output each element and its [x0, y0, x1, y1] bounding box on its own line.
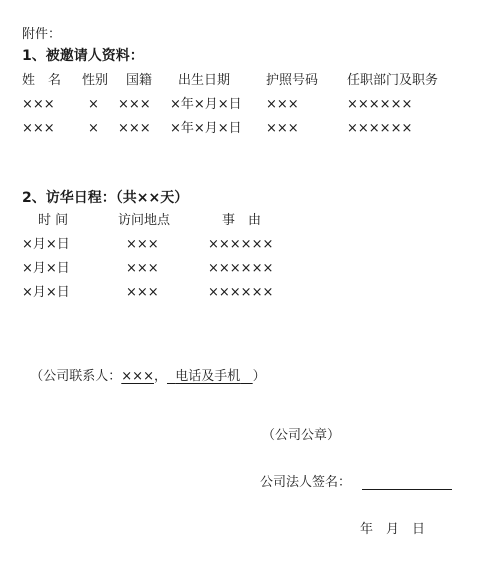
cell-location: ××× — [126, 285, 159, 300]
header-time: 时 间 — [38, 213, 69, 228]
header-purpose: 事 由 — [222, 213, 262, 228]
header-passport: 护照号码 — [266, 73, 319, 88]
cell-position: ×××××× — [347, 97, 413, 112]
header-birthdate: 出生日期 — [178, 73, 231, 88]
cell-name: ××× — [22, 97, 55, 112]
cell-location: ××× — [126, 261, 159, 276]
header-name: 姓 名 — [22, 73, 62, 88]
contact-separator: ， — [153, 369, 167, 384]
cell-date: ×月×日 — [22, 261, 70, 276]
cell-date: ×月×日 — [22, 285, 70, 300]
header-gender: 性别 — [82, 73, 109, 88]
signature-line — [362, 489, 452, 490]
cell-nationality: ××× — [118, 121, 151, 136]
contact-close: ） — [252, 369, 266, 384]
cell-nationality: ××× — [118, 97, 151, 112]
cell-gender: × — [88, 121, 99, 136]
signature-date: 年 月 日 — [360, 522, 426, 537]
company-seal: （公司公章） — [262, 428, 341, 443]
header-position: 任职部门及职务 — [347, 73, 439, 88]
attachment-label: 附件： — [22, 27, 62, 42]
cell-purpose: ×××××× — [208, 237, 274, 252]
cell-birthdate: ×年×月×日 — [170, 121, 242, 136]
cell-passport: ××× — [266, 97, 299, 112]
cell-location: ××× — [126, 237, 159, 252]
section-2-title: 2、访华日程：（共××天） — [22, 190, 189, 206]
header-location: 访问地点 — [118, 213, 171, 228]
cell-purpose: ×××××× — [208, 261, 274, 276]
cell-position: ×××××× — [347, 121, 413, 136]
cell-birthdate: ×年×月×日 — [170, 97, 242, 112]
cell-gender: × — [88, 97, 99, 112]
contact-open: （公司联系人： — [30, 369, 122, 384]
cell-purpose: ×××××× — [208, 285, 274, 300]
cell-date: ×月×日 — [22, 237, 70, 252]
contact-phone: 电话及手机 — [175, 369, 241, 384]
contact-name: ××× — [121, 369, 154, 384]
header-nationality: 国籍 — [126, 73, 153, 88]
cell-name: ××× — [22, 121, 55, 136]
cell-passport: ××× — [266, 121, 299, 136]
section-1-title: 1、被邀请人资料： — [22, 48, 144, 64]
legal-rep-signature-label: 公司法人签名： — [260, 475, 352, 490]
contact-line — [22, 357, 266, 383]
